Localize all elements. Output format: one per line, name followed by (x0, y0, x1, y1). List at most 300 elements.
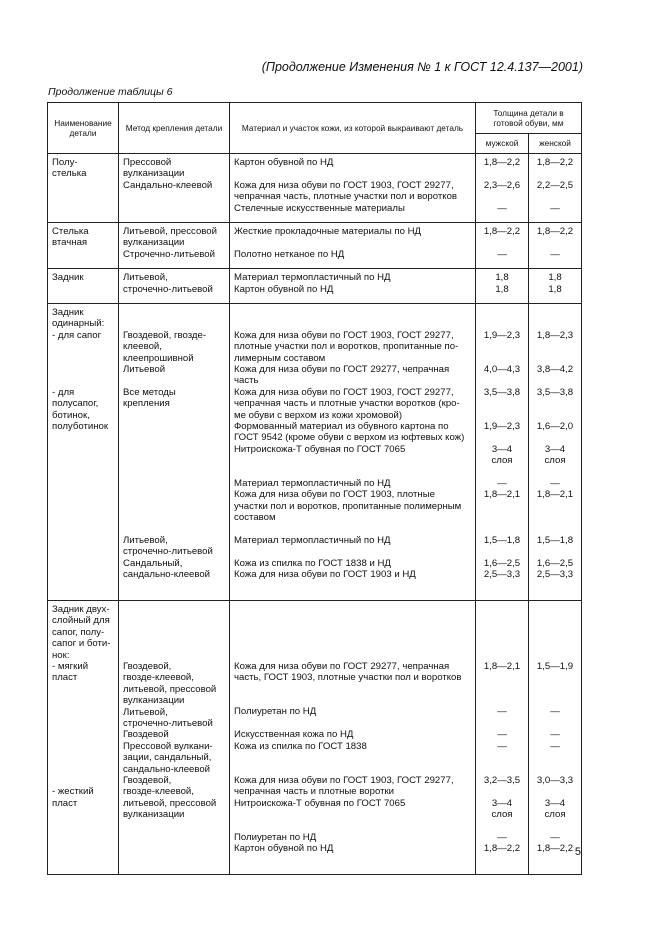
cell-spacer (123, 260, 225, 265)
cell-line (533, 410, 577, 421)
cell-line: Гвоздевой, (123, 774, 172, 786)
cell-line (123, 467, 225, 478)
table-row (48, 304, 582, 601)
cell-line: Литьевой, прессовой (123, 226, 217, 238)
cell-spacer (480, 214, 524, 219)
cell-male (476, 223, 529, 269)
cell-line: сапог, полу- (52, 626, 105, 638)
cell-line: Полиуретан по НД (234, 706, 317, 718)
cell-line (480, 467, 524, 478)
cell-line (52, 764, 114, 775)
header-method: Метод крепления детали (119, 103, 230, 154)
cell-line (52, 855, 114, 866)
cell-line: сандально-клеевой (123, 569, 211, 581)
cell-line (52, 489, 114, 500)
cell-spacer (533, 260, 577, 265)
cell-line: Гвоздевой, гвозде- (123, 329, 207, 341)
cell-line: ГОСТ 9542 (кроме обуви с верхом из юфтевых кож) (234, 432, 465, 444)
cell-line: вулканизации (123, 168, 185, 180)
cell-line: сандально-клеевой (123, 763, 211, 775)
cell-female (529, 223, 582, 269)
cell-line: - для сапог (52, 329, 102, 341)
cell-line (480, 752, 524, 763)
cell-line: 3,5—3,8 (536, 386, 574, 398)
cell-line: Стелечные искусственные материалы (234, 202, 405, 214)
cell-line (234, 318, 471, 329)
cell-line: — (550, 740, 560, 752)
cell-line: Литьевой, (123, 534, 168, 546)
cell-line (480, 627, 524, 638)
cell-line (480, 672, 524, 683)
cell-line (123, 489, 225, 500)
cell-line: Литьевой, (123, 706, 168, 718)
cell-male (476, 600, 529, 874)
cell-spacer (480, 581, 524, 586)
cell-line: полуботинок (52, 421, 109, 433)
cell-line (533, 524, 577, 535)
cell-line: 1,5—1,9 (536, 660, 574, 672)
header-thickness: Толщина детали в готовой обуви, мм (476, 103, 582, 134)
cell-line: стелька (52, 168, 87, 180)
cell-line: Сандальный, (123, 557, 183, 569)
cell-line: чепрачная часть, плотные участки пол и воротков (234, 191, 458, 203)
cell-line (533, 191, 577, 202)
table-body (48, 154, 582, 875)
cell-line: 1,8 (495, 272, 509, 284)
cell-line (123, 478, 225, 489)
cell-line (52, 467, 114, 478)
cell-line (480, 718, 524, 729)
cell-name (48, 154, 119, 223)
cell-line: Кожа из спилка по ГОСТ 1838 (234, 740, 367, 752)
cell-line (234, 718, 471, 729)
cell-line (52, 741, 114, 752)
cell-line: клеепрошивной (123, 352, 194, 364)
cell-material (230, 269, 476, 304)
cell-line (52, 729, 114, 740)
cell-line (123, 512, 225, 523)
cell-line: 1,6—2,5 (483, 557, 521, 569)
cell-line (234, 684, 471, 695)
cell-line (52, 353, 114, 364)
cell-line: 1,9—2,3 (483, 421, 521, 432)
cell-line (533, 398, 577, 409)
cell-line (533, 318, 577, 329)
cell-line (533, 375, 577, 386)
cell-line: Литьевой (123, 364, 166, 376)
cell-line (52, 546, 114, 557)
cell-spacer (480, 855, 524, 860)
cell-line (123, 524, 225, 535)
cell-line: Прессовой вулкани- (123, 740, 213, 752)
cell-spacer (480, 295, 524, 300)
cell-line: 1,8—2,2 (483, 157, 521, 168)
cell-line: слоя (491, 455, 513, 467)
cell-spacer (533, 855, 577, 860)
cell-line (52, 809, 114, 820)
cell-line (533, 353, 577, 364)
cell-line (480, 375, 524, 386)
cell-line: строчечно-литьевой (123, 546, 213, 558)
cell-spacer (52, 592, 114, 597)
cell-line (52, 512, 114, 523)
cell-line (123, 421, 225, 432)
cell-line: — (497, 740, 507, 752)
cell-line (533, 752, 577, 763)
cell-line: — (550, 729, 560, 741)
cell-line (123, 307, 225, 318)
cell-line: Картон обувной по НД (234, 283, 334, 295)
cell-line: 1,8 (548, 272, 562, 284)
cell-line (52, 569, 114, 580)
cell-line (480, 353, 524, 364)
cell-line: пласт (52, 672, 78, 684)
cell-line (123, 821, 225, 832)
cell-line (234, 649, 471, 660)
cell-line (480, 398, 524, 409)
cell-line (533, 820, 577, 831)
cell-line: 3,0—3,3 (536, 774, 574, 786)
cell-line: одинарный: (52, 318, 105, 330)
cell-line: литьевой, прессовой (123, 683, 217, 695)
cell-line: вулканизации (123, 809, 185, 821)
cell-line: 2,2—2,5 (536, 179, 574, 191)
cell-line (52, 444, 114, 455)
header-material: Материал и участок кожи, из которой выкраивают деталь (230, 103, 476, 154)
cell-line: Искусственная кожа по НД (234, 729, 354, 741)
cell-line (480, 410, 524, 421)
cell-line: 1,6—2,5 (536, 557, 574, 569)
cell-line (480, 432, 524, 443)
cell-line: зации, сандальный, (123, 752, 212, 764)
table-row (48, 223, 582, 269)
cell-line: 1,8—2,3 (536, 329, 574, 341)
cell-material (230, 154, 476, 223)
cell-line: Формованный материал из обувного картона по (234, 421, 449, 433)
cell-female (529, 269, 582, 304)
cell-line: Кожа для низа обуви по ГОСТ 29277, чепрачная (234, 660, 450, 672)
cell-material (230, 600, 476, 874)
cell-line (533, 763, 577, 774)
cell-line: - для (52, 386, 75, 398)
cell-spacer (533, 581, 577, 586)
cell-line (480, 649, 524, 660)
cell-line (234, 455, 471, 466)
cell-line (52, 707, 114, 718)
cell-line: — (497, 729, 507, 741)
cell-line (123, 501, 225, 512)
cell-line (533, 168, 577, 179)
cell-line: — (550, 248, 560, 260)
cell-line (480, 501, 524, 512)
cell-line (533, 237, 577, 248)
cell-spacer (52, 284, 114, 289)
cell-line (480, 318, 524, 329)
cell-name (48, 304, 119, 601)
cell-line (480, 615, 524, 626)
cell-line (234, 763, 471, 774)
cell-spacer (234, 855, 471, 860)
cell-line: 2,3—2,6 (483, 179, 521, 191)
cell-line (234, 168, 471, 179)
cell-line (234, 604, 471, 615)
cell-line: - жесткий (52, 786, 94, 798)
cell-method (119, 223, 230, 269)
cell-line (123, 615, 225, 626)
cell-line: Сандально-клеевой (123, 179, 213, 191)
table-caption: Продолжение таблицы 6 (48, 86, 173, 98)
cell-line (480, 546, 524, 557)
cell-female (529, 154, 582, 223)
cell-line: слойный для (52, 615, 110, 627)
cell-line: слоя (544, 455, 566, 467)
cell-line: Литьевой, (123, 272, 168, 284)
cell-name (48, 223, 119, 269)
cell-line: 1,8—2,2 (536, 157, 574, 168)
cell-line (234, 307, 471, 318)
cell-line: — (550, 478, 560, 489)
cell-line: вулканизации (123, 695, 185, 707)
cell-line: Полу- (52, 157, 78, 168)
cell-line (52, 843, 114, 854)
cell-line: гвозде-клеевой, (123, 786, 194, 798)
cell-line: Кожа для низа обуви по ГОСТ 29277, чепрачная (234, 364, 450, 376)
cell-line: 1,8—2,1 (483, 489, 521, 501)
cell-line (52, 455, 114, 466)
cell-line (533, 467, 577, 478)
cell-spacer (533, 295, 577, 300)
cell-line: Полиуретан по НД (234, 831, 317, 843)
cell-spacer (52, 249, 114, 254)
header-female: женской (529, 134, 582, 154)
cell-name (48, 600, 119, 874)
cell-line (52, 478, 114, 489)
cell-line: Кожа из спилка по ГОСТ 1838 и НД (234, 557, 391, 569)
cell-spacer (234, 581, 471, 586)
cell-line: 1,8—2,2 (483, 843, 521, 855)
cell-line: Нитроискожа-Т обувная по ГОСТ 7065 (234, 797, 406, 809)
cell-line (480, 604, 524, 615)
cell-spacer (52, 866, 114, 871)
cell-line: Гвоздевой (123, 729, 169, 741)
cell-line: — (550, 706, 560, 718)
cell-material (230, 304, 476, 601)
cell-line (234, 752, 471, 763)
cell-line: 1,8 (495, 283, 509, 295)
cell-material (230, 223, 476, 269)
cell-line: 1,6—2,0 (536, 421, 574, 432)
cell-line (533, 786, 577, 797)
cell-spacer (234, 214, 471, 219)
cell-line (480, 512, 524, 523)
cell-line: Стелька (52, 226, 89, 238)
cell-spacer (480, 260, 524, 265)
cell-line (533, 684, 577, 695)
cell-method (119, 269, 230, 304)
cell-line (234, 237, 471, 248)
cell-line (234, 820, 471, 831)
cell-line: вулканизации (123, 237, 185, 249)
cell-line: 3—4 (491, 443, 513, 455)
cell-spacer (123, 581, 225, 586)
cell-line (52, 501, 114, 512)
cell-line: Все методы (123, 386, 176, 398)
cell-line (533, 649, 577, 660)
cell-line (123, 649, 225, 660)
cell-line: 3—4 (544, 443, 566, 455)
cell-line: - мягкий (52, 660, 89, 672)
cell-line: 1,5—1,8 (536, 534, 574, 546)
cell-line: Кожа для низа обуви по ГОСТ 1903, плотные (234, 489, 435, 501)
cell-line: Задник (52, 272, 84, 284)
cell-line: плотные участки пол и воротков, пропитанные по- (234, 341, 459, 353)
cell-line: литьевой, прессовой (123, 797, 217, 809)
header-male: мужской (476, 134, 529, 154)
cell-line: Прессовой (123, 157, 172, 168)
cell-line (52, 375, 114, 386)
cell-male (476, 154, 529, 223)
cell-line: пласт (52, 797, 78, 809)
cell-line (123, 444, 225, 455)
cell-line: ботинок, (52, 409, 90, 421)
cell-line: 1,8—2,2 (483, 226, 521, 238)
cell-line (52, 581, 114, 592)
cell-line: нок: (52, 649, 70, 661)
cell-line: сапог и боти- (52, 638, 111, 650)
cell-line: строчечно-литьевой (123, 283, 213, 295)
cell-line (533, 432, 577, 443)
cell-line (52, 341, 114, 352)
cell-line (123, 604, 225, 615)
cell-line (533, 501, 577, 512)
cell-line: Полотно нетканое по НД (234, 248, 345, 260)
cell-line: Нитроискожа-Т обувная по ГОСТ 7065 (234, 443, 406, 455)
cell-line (52, 832, 114, 843)
cell-line (480, 684, 524, 695)
cell-line (123, 375, 225, 386)
cell-line (234, 524, 471, 535)
cell-line: 1,8—2,2 (536, 843, 574, 855)
cell-line (52, 364, 114, 375)
cell-line (234, 467, 471, 478)
cell-line: Материал термопластичный по НД (234, 478, 391, 490)
cell-line: гвозде-клеевой, (123, 672, 194, 684)
cell-line (52, 695, 114, 706)
cell-line (533, 638, 577, 649)
cell-line: крепления (123, 398, 170, 410)
cell-line: Задник двух- (52, 603, 110, 615)
cell-line (123, 432, 225, 443)
cell-line (480, 695, 524, 706)
cell-line (480, 786, 524, 797)
cell-male (476, 304, 529, 601)
cell-line (123, 843, 225, 854)
header-name: Наименование детали (48, 103, 119, 154)
cell-line: слоя (491, 809, 513, 821)
cell-line (533, 627, 577, 638)
cell-line (52, 558, 114, 569)
cell-method (119, 600, 230, 874)
cell-line (52, 775, 114, 786)
cell-line (123, 455, 225, 466)
cell-line (480, 237, 524, 248)
cell-name (48, 269, 119, 304)
cell-line (123, 191, 225, 202)
cell-line: Картон обувной по НД (234, 157, 334, 168)
cell-line: Задник (52, 307, 84, 319)
cell-line (234, 809, 471, 820)
cell-line: Материал термопластичный по НД (234, 535, 391, 547)
cell-line: 1,5—1,8 (483, 534, 521, 546)
cell-line: участки пол и воротков, пропитанные полимерным (234, 500, 462, 512)
cell-line: 1,8 (548, 283, 562, 295)
cell-line: 1,9—2,3 (483, 329, 521, 341)
cell-line: 3,2—3,5 (483, 774, 521, 786)
cell-line: Гвоздевой, (123, 660, 172, 672)
cell-line: — (550, 202, 560, 214)
cell-line (480, 307, 524, 318)
cell-line: лимерным составом (234, 352, 326, 364)
cell-line (533, 546, 577, 557)
cell-line: составом (234, 512, 276, 524)
cell-line (234, 695, 471, 706)
cell-line (533, 341, 577, 352)
cell-line: чепрачная часть и плотные участки воротков (кро- (234, 398, 460, 410)
cell-line (52, 820, 114, 831)
cell-line (123, 638, 225, 649)
cell-line (52, 684, 114, 695)
cell-line: ме обуви с верхом из кожи хромовой) (234, 409, 403, 421)
table-row (48, 600, 582, 874)
cell-line (533, 512, 577, 523)
cell-line (480, 341, 524, 352)
cell-line: Кожа для низа обуви по ГОСТ 1903, ГОСТ 29277, (234, 386, 454, 398)
table-row (48, 154, 582, 223)
cell-line (533, 718, 577, 729)
cell-spacer (123, 295, 225, 300)
cell-line (52, 752, 114, 763)
cell-line (123, 203, 225, 214)
cell-line (123, 318, 225, 329)
cell-line: 2,5—3,3 (483, 569, 521, 581)
cell-line: слоя (544, 809, 566, 821)
cell-line: Материал термопластичный по НД (234, 272, 391, 284)
cell-line: полусапог, (52, 398, 99, 410)
cell-line: втачная (52, 237, 88, 249)
cell-line (52, 535, 114, 546)
cell-line: Кожа для низа обуви по ГОСТ 1903, ГОСТ 29277, (234, 329, 454, 341)
document-header: (Продолжение Изменения № 1 к ГОСТ 12.4.137—2001) (261, 60, 583, 74)
cell-method (119, 304, 230, 601)
cell-line: 3,8—4,2 (536, 364, 574, 376)
cell-line: Кожа для низа обуви по ГОСТ 1903, ГОСТ 29277, (234, 179, 454, 191)
cell-line (533, 695, 577, 706)
cell-line (533, 672, 577, 683)
cell-line: — (497, 248, 507, 260)
cell-line: 3,5—3,8 (483, 386, 521, 398)
cell-line: — (497, 706, 507, 718)
cell-spacer (533, 214, 577, 219)
table-row (48, 269, 582, 304)
cell-line (480, 763, 524, 774)
cell-line (234, 638, 471, 649)
cell-line: — (497, 831, 507, 843)
page-number: 5 (574, 846, 581, 858)
cell-line (52, 432, 114, 443)
cell-line (533, 307, 577, 318)
cell-line (123, 410, 225, 421)
cell-line (480, 820, 524, 831)
